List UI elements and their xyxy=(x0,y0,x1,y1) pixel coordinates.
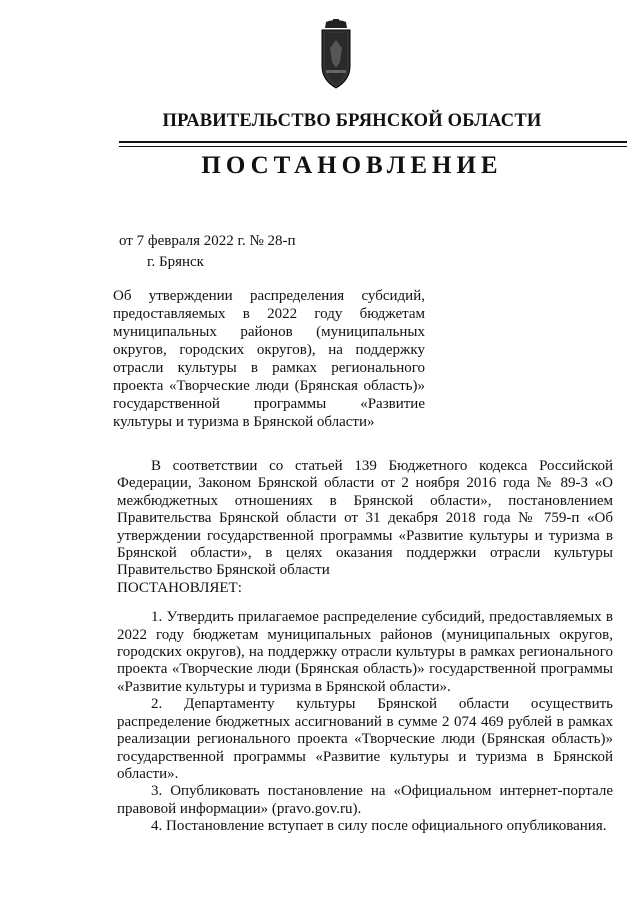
city: г. Брянск xyxy=(147,254,204,270)
item-4: 4. Постановление вступает в силу после официального опубликования. xyxy=(151,818,607,835)
government-name: ПРАВИТЕЛЬСТВО БРЯНСКОЙ ОБЛАСТИ xyxy=(162,111,542,131)
item-2: 2. Департаменту культуры Брянской области осуществить распределение бюджетных ассигнований в сумме 2 074 469 рублей в рамках реализации регионального проекта «Творческие люди (Брянская область)» государственной программы «Развитие культуры и туризма в Брянской области». xyxy=(117,696,613,782)
header-rule-thick xyxy=(119,141,627,143)
coat-of-arms-icon xyxy=(318,18,354,90)
document-subject: Об утверждении распределения субсидий, предоставляемых в 2022 году бюджетам муниципальных районов (муниципальных округов, городских округов), на поддержку отрасли культуры в рамках регионального проекта «Творческие люди (Брянская область)» государственной программы «Развитие культуры и туризма в Брянской области» xyxy=(113,288,425,430)
document-type: ПОСТАНОВЛЕНИЕ xyxy=(201,152,503,179)
resolves-line: ПОСТАНОВЛЯЕТ: xyxy=(117,579,242,596)
header-rule-thin xyxy=(119,146,627,147)
document-body xyxy=(117,458,613,836)
item-3: 3. Опубликовать постановление на «Официальном интернет-портале правовой информации» (pravo.gov.ru). xyxy=(117,783,613,817)
date-number: от 7 февраля 2022 г. № 28-п xyxy=(119,233,296,249)
item-1: 1. Утвердить прилагаемое распределение субсидий, предоставляемых в 2022 году бюджетам муниципальных районов (муниципальных округов, городских округов), на поддержку отрасли культуры в рамках регионального проекта «Творческие люди (Брянская область)» государственной программы «Развитие культуры и туризма в Брянской области». xyxy=(117,609,613,695)
preamble: В соответствии со статьей 139 Бюджетного кодекса Российской Федерации, Законом Брянской области от 2 ноября 2016 года № 89-З «О межбюджетных отношениях в Брянской области», постановлением Правительства Брянской области от 31 декабря 2018 года № 759-п «Об утверждении государственной программы «Развитие культуры и туризма в Брянской области», в целях оказания поддержки отрасли культуры Правительство Брянской области xyxy=(117,458,613,579)
